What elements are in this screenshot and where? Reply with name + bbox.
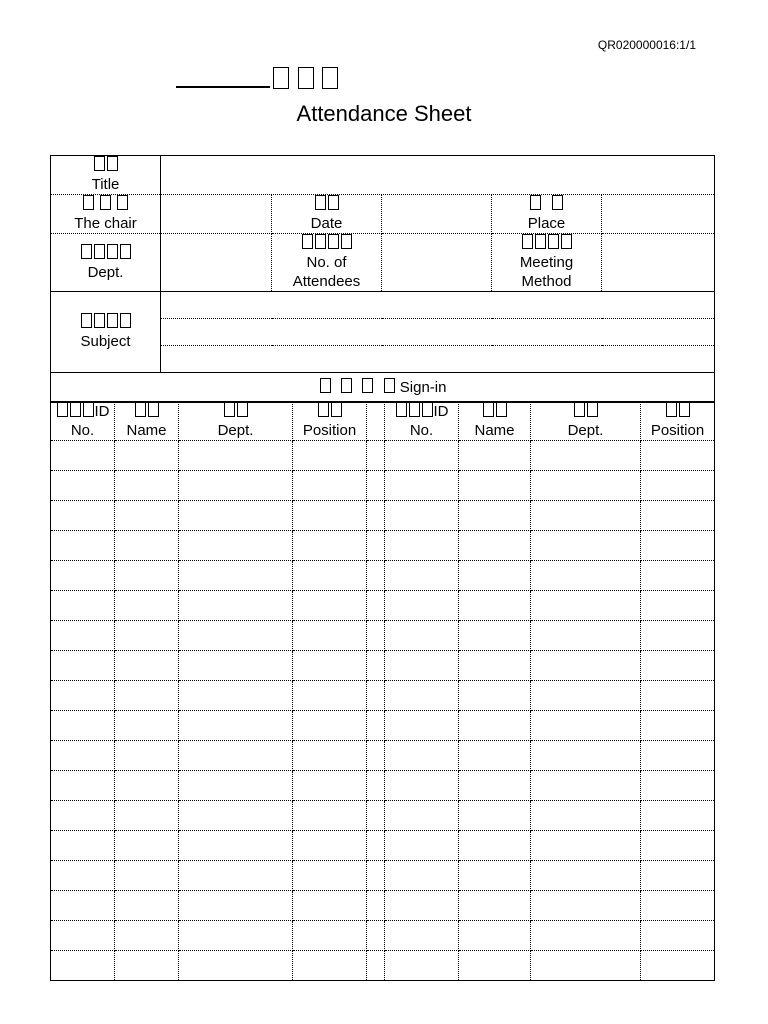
signin-cell[interactable] xyxy=(51,591,115,621)
signin-cell[interactable] xyxy=(641,501,715,531)
signin-cell[interactable] xyxy=(459,681,531,711)
signin-cell[interactable] xyxy=(459,531,531,561)
signin-cell[interactable] xyxy=(293,681,367,711)
signin-cell[interactable] xyxy=(293,561,367,591)
signin-row xyxy=(51,621,715,651)
signin-cell[interactable] xyxy=(293,921,367,951)
col-id-left: ID No. xyxy=(51,402,115,441)
signin-cell[interactable] xyxy=(51,831,115,861)
signin-cell[interactable] xyxy=(459,561,531,591)
signin-cell[interactable] xyxy=(51,531,115,561)
attendees-field[interactable] xyxy=(382,234,492,292)
signin-row xyxy=(51,561,715,591)
signin-cell[interactable] xyxy=(179,681,293,711)
signin-cell[interactable] xyxy=(115,741,179,771)
signin-cell[interactable] xyxy=(51,741,115,771)
signin-cell[interactable] xyxy=(531,741,641,771)
signin-cell[interactable] xyxy=(459,471,531,501)
gap-cell xyxy=(367,921,385,951)
signin-cell[interactable] xyxy=(179,651,293,681)
col-name-left: Name xyxy=(115,402,179,441)
signin-cell[interactable] xyxy=(531,681,641,711)
gap-cell xyxy=(367,681,385,711)
subject-line-3[interactable] xyxy=(161,346,715,373)
signin-cell[interactable] xyxy=(459,501,531,531)
gap-cell xyxy=(367,861,385,891)
attendees-label-cell: No. of Attendees xyxy=(272,234,382,292)
signin-cell[interactable] xyxy=(459,801,531,831)
col-gap xyxy=(367,402,385,441)
signin-cell[interactable] xyxy=(51,501,115,531)
signin-cell[interactable] xyxy=(385,651,459,681)
gap-cell xyxy=(367,531,385,561)
signin-cell[interactable] xyxy=(641,591,715,621)
signin-row xyxy=(51,531,715,561)
signin-row xyxy=(51,591,715,621)
signin-cell[interactable] xyxy=(51,951,115,981)
signin-cell[interactable] xyxy=(179,621,293,651)
signin-cell[interactable] xyxy=(641,801,715,831)
signin-cell[interactable] xyxy=(385,681,459,711)
signin-cell[interactable] xyxy=(293,441,367,471)
signin-cell[interactable] xyxy=(385,591,459,621)
signin-row xyxy=(51,681,715,711)
signin-row xyxy=(51,711,715,741)
signin-cell[interactable] xyxy=(293,471,367,501)
signin-cell[interactable] xyxy=(179,861,293,891)
signin-cell[interactable] xyxy=(459,741,531,771)
signin-cell[interactable] xyxy=(179,951,293,981)
signin-cell[interactable] xyxy=(179,801,293,831)
signin-cell[interactable] xyxy=(115,921,179,951)
signin-cell[interactable] xyxy=(641,951,715,981)
signin-column-headers xyxy=(51,402,715,441)
subject-line-2[interactable] xyxy=(161,319,715,346)
method-label-cell: Meeting Method xyxy=(492,234,602,292)
signin-table xyxy=(50,401,715,981)
signin-row xyxy=(51,801,715,831)
signin-cell[interactable] xyxy=(293,741,367,771)
signin-cell[interactable] xyxy=(51,471,115,501)
signin-cell[interactable] xyxy=(115,681,179,711)
signin-cell[interactable] xyxy=(179,921,293,951)
col-id-right: ID No. xyxy=(385,402,459,441)
signin-row xyxy=(51,471,715,501)
signin-row xyxy=(51,651,715,681)
signin-cell[interactable] xyxy=(531,501,641,531)
signin-cell[interactable] xyxy=(293,831,367,861)
signin-row xyxy=(51,891,715,921)
signin-cell[interactable] xyxy=(115,651,179,681)
signin-cell[interactable] xyxy=(293,591,367,621)
signin-cell[interactable] xyxy=(531,471,641,501)
signin-cell[interactable] xyxy=(641,651,715,681)
signin-cell[interactable] xyxy=(641,621,715,651)
signin-cell[interactable] xyxy=(385,471,459,501)
signin-cell[interactable] xyxy=(459,591,531,621)
signin-cell[interactable] xyxy=(459,711,531,741)
gap-cell xyxy=(367,651,385,681)
signin-cell[interactable] xyxy=(385,741,459,771)
gap-cell xyxy=(367,801,385,831)
signin-cell[interactable] xyxy=(115,621,179,651)
signin-header: Sign-in xyxy=(51,373,715,403)
signin-cell[interactable] xyxy=(531,711,641,741)
signin-cell[interactable] xyxy=(115,531,179,561)
signin-cell[interactable] xyxy=(385,441,459,471)
signin-row xyxy=(51,741,715,771)
signin-row xyxy=(51,921,715,951)
signin-cell[interactable] xyxy=(459,441,531,471)
signin-cell[interactable] xyxy=(385,501,459,531)
signin-row xyxy=(51,951,715,981)
signin-cell[interactable] xyxy=(293,531,367,561)
dept-label-cell: Dept. xyxy=(51,234,161,292)
signin-cell[interactable] xyxy=(51,891,115,921)
signin-cell[interactable] xyxy=(115,891,179,921)
dept-field[interactable] xyxy=(161,234,272,292)
signin-cell[interactable] xyxy=(179,561,293,591)
signin-cell[interactable] xyxy=(51,801,115,831)
signin-cell[interactable] xyxy=(115,831,179,861)
signin-cell[interactable] xyxy=(641,921,715,951)
gap-cell xyxy=(367,501,385,531)
signin-cell[interactable] xyxy=(293,861,367,891)
signin-cell[interactable] xyxy=(115,471,179,501)
subject-line-1[interactable] xyxy=(161,292,715,319)
signin-cell[interactable] xyxy=(641,531,715,561)
signin-cell[interactable] xyxy=(51,621,115,651)
signin-cell[interactable] xyxy=(179,741,293,771)
signin-cell[interactable] xyxy=(459,651,531,681)
signin-cell[interactable] xyxy=(179,771,293,801)
signin-row xyxy=(51,831,715,861)
signin-cell[interactable] xyxy=(385,771,459,801)
signin-cell[interactable] xyxy=(385,711,459,741)
place-label-cell: Place xyxy=(492,195,602,234)
signin-row xyxy=(51,861,715,891)
signin-cell[interactable] xyxy=(531,621,641,651)
signin-cell[interactable] xyxy=(459,891,531,921)
signin-cell[interactable] xyxy=(531,891,641,921)
signin-cell[interactable] xyxy=(459,951,531,981)
signin-cell[interactable] xyxy=(179,711,293,741)
col-position-right: Position xyxy=(641,402,715,441)
signin-cell[interactable] xyxy=(641,891,715,921)
signin-cell[interactable] xyxy=(531,441,641,471)
signin-cell[interactable] xyxy=(51,561,115,591)
signin-cell[interactable] xyxy=(385,621,459,651)
signin-cell[interactable] xyxy=(531,771,641,801)
chair-field[interactable] xyxy=(161,195,272,234)
signin-cell[interactable] xyxy=(179,591,293,621)
gap-cell xyxy=(367,711,385,741)
gap-cell xyxy=(367,621,385,651)
signin-cell[interactable] xyxy=(641,561,715,591)
signin-cell[interactable] xyxy=(641,711,715,741)
signin-cell[interactable] xyxy=(179,891,293,921)
signin-cell[interactable] xyxy=(385,561,459,591)
gap-cell xyxy=(367,891,385,921)
col-name-right: Name xyxy=(459,402,531,441)
signin-cell[interactable] xyxy=(531,831,641,861)
signin-cell[interactable] xyxy=(641,861,715,891)
gap-cell xyxy=(367,831,385,861)
signin-cell[interactable] xyxy=(293,621,367,651)
signin-cell[interactable] xyxy=(115,561,179,591)
signin-cell[interactable] xyxy=(531,921,641,951)
signin-cell[interactable] xyxy=(531,651,641,681)
signin-cell[interactable] xyxy=(115,711,179,741)
chinese-title xyxy=(176,64,339,95)
document-code: QR020000016:1/1 xyxy=(597,38,696,52)
signin-cell[interactable] xyxy=(385,531,459,561)
col-position-left: Position xyxy=(293,402,367,441)
signin-cell[interactable] xyxy=(459,921,531,951)
signin-cell[interactable] xyxy=(293,651,367,681)
date-label-cell: Date xyxy=(272,195,382,234)
signin-cell[interactable] xyxy=(531,801,641,831)
signin-cell[interactable] xyxy=(459,771,531,801)
gap-cell xyxy=(367,771,385,801)
signin-cell[interactable] xyxy=(641,441,715,471)
gap-cell xyxy=(367,951,385,981)
gap-cell xyxy=(367,591,385,621)
signin-cell[interactable] xyxy=(115,591,179,621)
signin-cell[interactable] xyxy=(459,831,531,861)
date-field[interactable] xyxy=(382,195,492,234)
col-dept-right: Dept. xyxy=(531,402,641,441)
signin-cell[interactable] xyxy=(531,531,641,561)
signin-cell[interactable] xyxy=(531,561,641,591)
signin-cell[interactable] xyxy=(385,951,459,981)
signin-cell[interactable] xyxy=(641,741,715,771)
signin-cell[interactable] xyxy=(531,951,641,981)
signin-cell[interactable] xyxy=(459,861,531,891)
signin-cell[interactable] xyxy=(179,441,293,471)
place-field[interactable] xyxy=(602,195,715,234)
subject-label-cell: Subject xyxy=(51,292,161,373)
signin-cell[interactable] xyxy=(293,891,367,921)
signin-cell[interactable] xyxy=(51,921,115,951)
signin-cell[interactable] xyxy=(51,651,115,681)
signin-cell[interactable] xyxy=(385,801,459,831)
signin-row xyxy=(51,441,715,471)
signin-cell[interactable] xyxy=(51,861,115,891)
signin-cell[interactable] xyxy=(51,771,115,801)
signin-cell[interactable] xyxy=(179,471,293,501)
signin-cell[interactable] xyxy=(51,681,115,711)
signin-cell[interactable] xyxy=(179,501,293,531)
signin-cell[interactable] xyxy=(293,801,367,831)
gap-cell xyxy=(367,471,385,501)
signin-cell[interactable] xyxy=(115,951,179,981)
signin-cell[interactable] xyxy=(179,531,293,561)
signin-cell[interactable] xyxy=(385,921,459,951)
title-label-cell: Title xyxy=(51,156,161,195)
gap-cell xyxy=(367,561,385,591)
method-field[interactable] xyxy=(602,234,715,292)
signin-cell[interactable] xyxy=(115,441,179,471)
signin-cell[interactable] xyxy=(531,861,641,891)
info-table xyxy=(50,155,715,403)
signin-cell[interactable] xyxy=(179,831,293,861)
chair-label-cell: The chair xyxy=(51,195,161,234)
signin-cell[interactable] xyxy=(293,771,367,801)
signin-cell[interactable] xyxy=(641,471,715,501)
signin-cell[interactable] xyxy=(531,591,641,621)
signin-cell[interactable] xyxy=(641,681,715,711)
col-dept-left: Dept. xyxy=(179,402,293,441)
title-field[interactable] xyxy=(161,156,715,195)
signin-cell[interactable] xyxy=(115,501,179,531)
signin-cell[interactable] xyxy=(459,621,531,651)
signin-cell[interactable] xyxy=(115,861,179,891)
signin-cell[interactable] xyxy=(115,771,179,801)
title-blank-line xyxy=(176,64,270,88)
signin-row xyxy=(51,501,715,531)
signin-cell[interactable] xyxy=(293,951,367,981)
signin-cell[interactable] xyxy=(293,711,367,741)
gap-cell xyxy=(367,741,385,771)
signin-cell[interactable] xyxy=(51,441,115,471)
signin-cell[interactable] xyxy=(385,831,459,861)
signin-cell[interactable] xyxy=(385,891,459,921)
signin-cell[interactable] xyxy=(115,801,179,831)
signin-row xyxy=(51,771,715,801)
signin-cell[interactable] xyxy=(385,861,459,891)
signin-cell[interactable] xyxy=(641,771,715,801)
signin-cell[interactable] xyxy=(293,501,367,531)
signin-cell[interactable] xyxy=(641,831,715,861)
signin-cell[interactable] xyxy=(51,711,115,741)
english-title: Attendance Sheet xyxy=(296,101,472,126)
gap-cell xyxy=(367,441,385,471)
